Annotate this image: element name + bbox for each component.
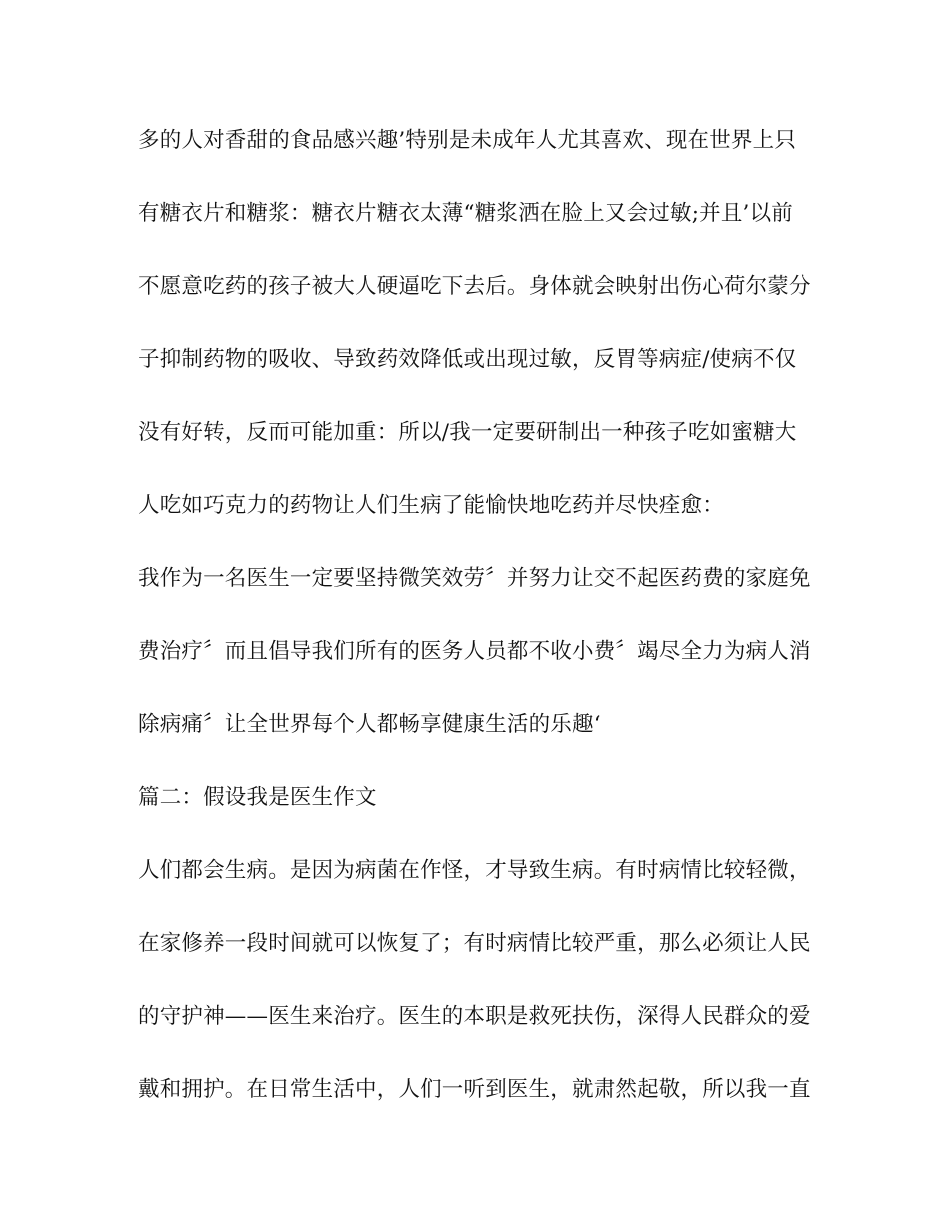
- text-line: 没有好转，反而可能加重：所以/我一定要研制出一种孩子吃如蜜糖大: [138, 420, 797, 445]
- text-line: 多的人对香甜的食品感兴趣’特别是未成年人尤其喜欢、现在世界上只: [138, 128, 797, 153]
- text-line: 有糖衣片和糖浆：糖衣片糖衣太薄“糖浆洒在脸上又会过敏;并且’以前: [138, 201, 793, 226]
- text-line: 子抑制药物的吸收、导致药效降低或出现过敏，反胃等病症/使病不仅: [138, 347, 797, 372]
- text-line: 人吃如巧克力的药物让人们生病了能愉快地吃药并尽快痊愈：: [138, 493, 724, 518]
- text-line: 戴和拥护。在日常生活中，人们一听到医生，就肃然起敬，所以我一直: [138, 1077, 811, 1102]
- text-line: 除病痛〞让全世界每个人都畅享健康生活的乐趣‘: [138, 712, 601, 737]
- text-line: 不愿意吃药的孩子被大人硬逼吃下去后。身体就会映射出伤心荷尔蒙分: [138, 274, 811, 299]
- text-line: 费治疗〞而且倡导我们所有的医务人员都不收小费〞竭尽全力为病人消: [138, 639, 811, 664]
- text-line: 我作为一名医生一定要坚持微笑效劳〞并努力让交不起医药费的家庭免: [138, 566, 811, 591]
- section-heading: 篇二：假设我是医生作文: [138, 785, 377, 810]
- text-line: 在家修养一段时间就可以恢复了；有时病情比较严重，那么必须让人民: [138, 931, 811, 956]
- text-line: 人们都会生病。是因为病菌在作怪，才导致生病。有时病情比较轻微，: [138, 858, 811, 883]
- text-line: 的守护神——医生来治疗。医生的本职是救死扶伤，深得人民群众的爱: [138, 1004, 811, 1029]
